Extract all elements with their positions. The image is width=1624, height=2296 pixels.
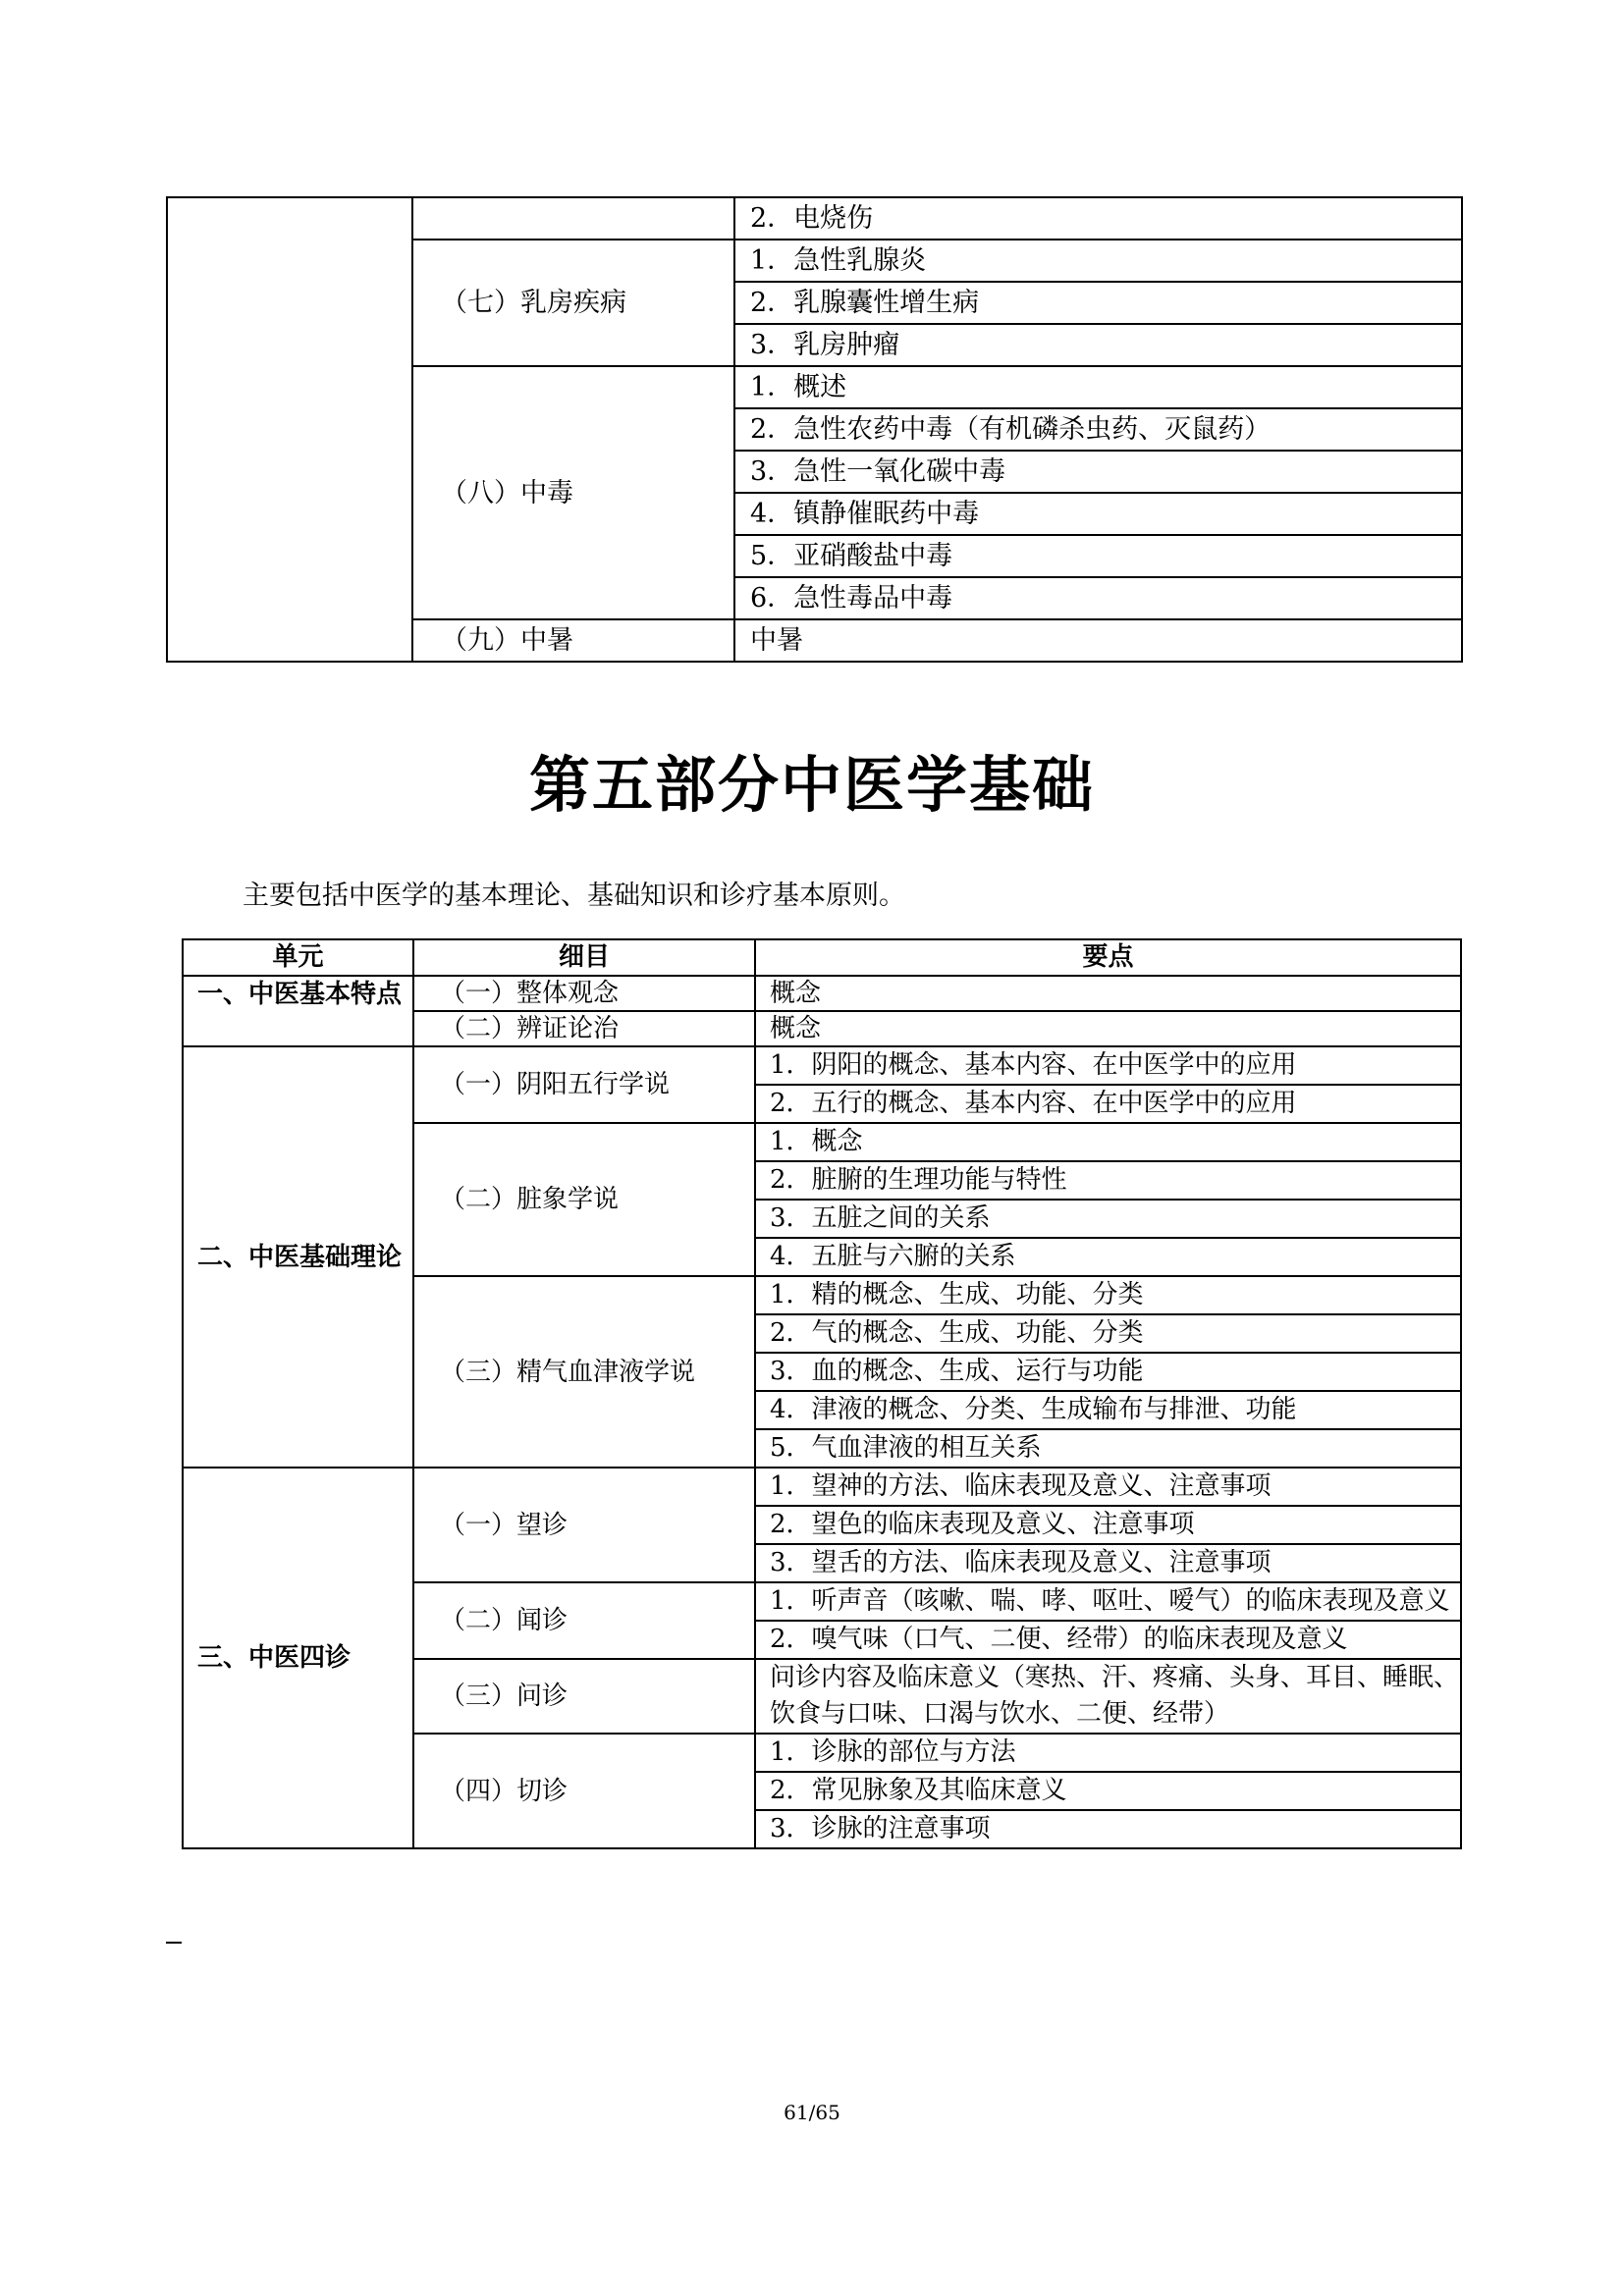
point-cell: 1．精的概念、生成、功能、分类 — [755, 1276, 1461, 1314]
point-cell: 3．诊脉的注意事项 — [755, 1810, 1461, 1848]
point-cell: 1．急性乳腺炎 — [734, 240, 1462, 282]
item-cell: （四）切诊 — [413, 1734, 755, 1848]
point-cell: 2．望色的临床表现及意义、注意事项 — [755, 1506, 1461, 1544]
point-cell: 4．镇静催眠药中毒 — [734, 493, 1462, 535]
point-cell: 1．诊脉的部位与方法 — [755, 1734, 1461, 1772]
item-cell: （三）精气血津液学说 — [413, 1276, 755, 1468]
point-cell: 6．急性毒品中毒 — [734, 577, 1462, 619]
page-number: 61/65 — [784, 2101, 840, 2124]
point-cell: 3．五脏之间的关系 — [755, 1200, 1461, 1238]
table-header-row — [183, 939, 1461, 976]
point-cell: 中暑 — [734, 619, 1462, 662]
point-cell: 概念 — [755, 976, 1461, 1011]
item-cell: （三）问诊 — [413, 1659, 755, 1734]
point-cell: 2．脏腑的生理功能与特性 — [755, 1161, 1461, 1200]
point-cell: 1．望神的方法、临床表现及意义、注意事项 — [755, 1468, 1461, 1506]
unit-cell: 三、中医四诊 — [183, 1468, 413, 1848]
unit-cell: 一、中医基本特点 — [183, 976, 413, 1046]
point-cell: 2．乳腺囊性增生病 — [734, 282, 1462, 324]
table-row — [183, 1468, 1461, 1506]
header-unit: 单元 — [183, 939, 413, 976]
unit-cell-empty — [167, 197, 412, 662]
point-cell: 2．嗅气味（口气、二便、经带）的临床表现及意义 — [755, 1621, 1461, 1659]
unit-cell: 二、中医基础理论 — [183, 1046, 413, 1468]
header-item: 细目 — [413, 939, 755, 976]
item-cell: （一）望诊 — [413, 1468, 755, 1582]
table-bottom-rule — [166, 1942, 182, 1944]
table-row — [183, 1046, 1461, 1085]
point-cell: 5．亚硝酸盐中毒 — [734, 535, 1462, 577]
item-cell: （二）脏象学说 — [413, 1123, 755, 1276]
point-cell: 1．概念 — [755, 1123, 1461, 1161]
section-heading: 第五部分中医学基础 — [528, 749, 1095, 821]
table-row — [183, 976, 1461, 1011]
table-row — [167, 197, 1462, 240]
item-cell: （八）中毒 — [412, 366, 734, 619]
point-cell: 3．急性一氧化碳中毒 — [734, 451, 1462, 493]
header-points: 要点 — [755, 939, 1461, 976]
point-cell: 3．血的概念、生成、运行与功能 — [755, 1353, 1461, 1391]
item-cell: （九）中暑 — [412, 619, 734, 662]
item-cell: （二）辨证论治 — [413, 1011, 755, 1046]
point-cell: 2．急性农药中毒（有机磷杀虫药、灭鼠药） — [734, 408, 1462, 451]
point-cell: 3．乳房肿瘤 — [734, 324, 1462, 366]
item-cell: （二）闻诊 — [413, 1582, 755, 1659]
continued-syllabus-table — [166, 196, 1463, 663]
point-cell: 1．概述 — [734, 366, 1462, 408]
item-cell: （七）乳房疾病 — [412, 240, 734, 366]
item-cell — [412, 197, 734, 240]
point-cell: 2．电烧伤 — [734, 197, 1462, 240]
point-cell: 2．五行的概念、基本内容、在中医学中的应用 — [755, 1085, 1461, 1123]
item-cell: （一）整体观念 — [413, 976, 755, 1011]
point-cell: 1．听声音（咳嗽、喘、哮、呕吐、嗳气）的临床表现及意义 — [755, 1582, 1461, 1621]
point-cell: 2．常见脉象及其临床意义 — [755, 1772, 1461, 1810]
point-cell: 3．望舌的方法、临床表现及意义、注意事项 — [755, 1544, 1461, 1582]
point-cell: 5．气血津液的相互关系 — [755, 1429, 1461, 1468]
point-cell: 1．阴阳的概念、基本内容、在中医学中的应用 — [755, 1046, 1461, 1085]
tcm-basics-syllabus-table — [182, 938, 1462, 1849]
point-cell: 概念 — [755, 1011, 1461, 1046]
point-cell: 问诊内容及临床意义（寒热、汗、疼痛、头身、耳目、睡眠、饮食与口味、口渴与饮水、二便、经带） — [755, 1659, 1461, 1734]
point-cell: 4．五脏与六腑的关系 — [755, 1238, 1461, 1276]
section-intro: 主要包括中医学的基本理论、基础知识和诊疗基本原则。 — [243, 881, 905, 911]
point-cell: 4．津液的概念、分类、生成输布与排泄、功能 — [755, 1391, 1461, 1429]
point-cell: 2．气的概念、生成、功能、分类 — [755, 1314, 1461, 1353]
item-cell: （一）阴阳五行学说 — [413, 1046, 755, 1123]
